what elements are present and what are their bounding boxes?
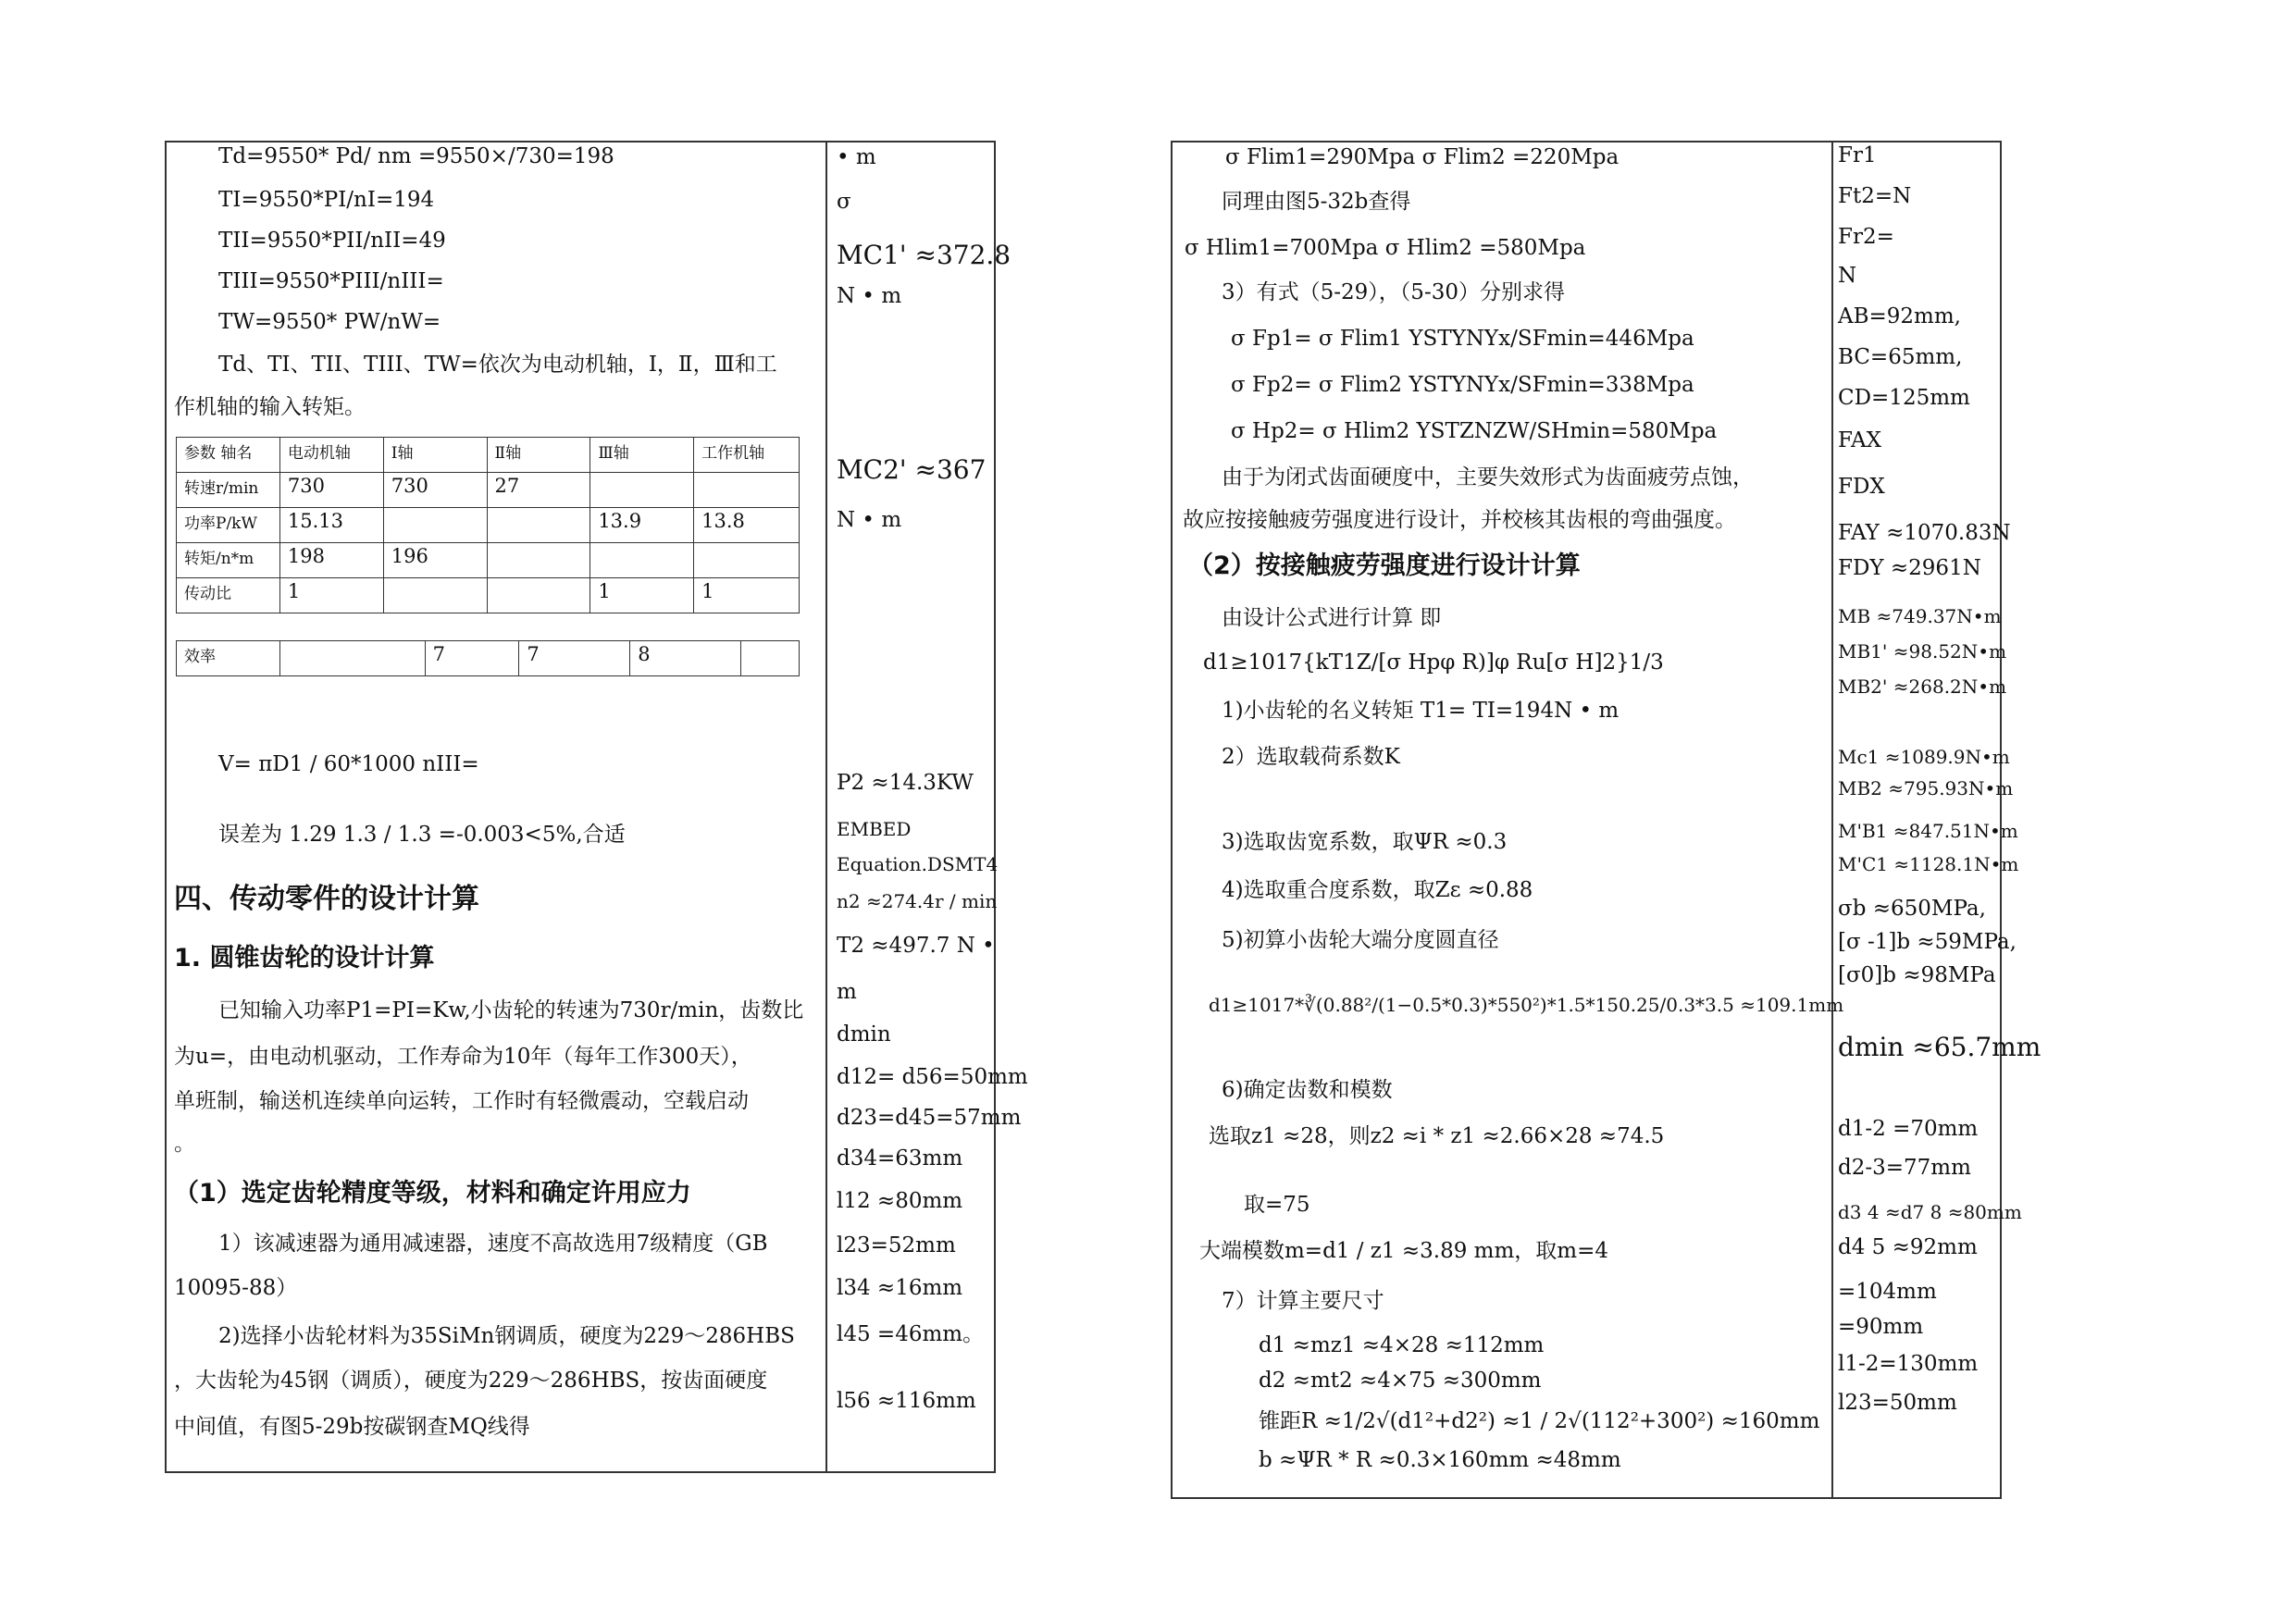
right-line: 取=75 [1244, 1193, 1310, 1217]
subsection-heading: 1. 圆锥齿轮的设计计算 [174, 944, 435, 973]
right-line: 5)初算小齿轮大端分度圆直径 [1222, 928, 1499, 952]
right-line: d1 ≈mz1 ≈4×28 ≈112mm [1259, 1333, 1545, 1357]
table-cell [694, 473, 800, 508]
table-cell [487, 543, 590, 578]
right-line: b ≈ΨR * R ≈0.3×160mm ≈48mm [1259, 1448, 1621, 1472]
table-cell: 8 [630, 641, 741, 676]
table-cell: Ⅲ轴 [590, 438, 694, 473]
table-cell: Ⅱ轴 [487, 438, 590, 473]
table-cell: 13.9 [590, 508, 694, 543]
right-line: d2 ≈mt2 ≈4×75 ≈300mm [1259, 1369, 1542, 1393]
table-cell [487, 578, 590, 613]
left-side-value: d34=63mm [837, 1146, 963, 1171]
right-side-value: d4 5 ≈92mm [1838, 1235, 1978, 1259]
table-cell [694, 543, 800, 578]
table-cell: 电动机轴 [279, 438, 383, 473]
table-row [177, 438, 800, 473]
velocity-formula: V= πD1 / 60*1000 nIII= [218, 752, 479, 776]
right-line: 4)选取重合度系数，取Zε ≈0.88 [1222, 878, 1533, 902]
table-cell: 196 [383, 543, 487, 578]
table-cell: 转速r/min [177, 473, 280, 508]
left-side-value: N • m [837, 284, 902, 308]
right-side-value: [σ0]b ≈98MPa [1838, 963, 1996, 987]
left-line: Td=9550* Pd/ nm =9550×/730=198 [218, 144, 614, 168]
table-cell: 198 [279, 543, 383, 578]
right-side-value: M'B1 ≈847.51N•m [1838, 820, 2018, 842]
left-side-value: MC1' ≈372.8 [837, 240, 1011, 270]
table-cell [383, 508, 487, 543]
right-side-value: Ft2=N [1838, 184, 1912, 208]
table-cell: 7 [519, 641, 630, 676]
right-line: 3）有式（5-29），（5-30）分别求得 [1222, 280, 1565, 304]
right-line: 锥距R ≈1/2√(d1²+d2²) ≈1 / 2√(112²+300²) ≈160mm [1259, 1409, 1820, 1433]
table-cell: 7 [425, 641, 519, 676]
table-cell: 15.13 [279, 508, 383, 543]
right-side-value: MB2' ≈268.2N•m [1838, 675, 2007, 698]
left-line: TI=9550*PI/nI=194 [218, 188, 435, 212]
section-heading: 四、传动零件的设计计算 [174, 883, 479, 915]
table-cell: 27 [487, 473, 590, 508]
left-line: 作机轴的输入转矩。 [174, 395, 366, 419]
left-side-value: N • m [837, 508, 902, 532]
left-side-value: d12= d56=50mm [837, 1065, 1028, 1089]
left-side-value: l56 ≈116mm [837, 1389, 976, 1413]
left-line: 中间值，有图5-29b按碳钢查MQ线得 [174, 1415, 530, 1439]
left-side-value: σ [837, 190, 851, 214]
right-line: σ Hp2= σ Hlim2 YSTZNZW/SHmin=580Mpa [1231, 419, 1718, 443]
left-line: 1）该减速器为通用减速器，速度不高故选用7级精度（GB [218, 1232, 768, 1256]
left-side-value: m [837, 980, 857, 1004]
right-line: 故应按接触疲劳强度进行设计，并校核其齿根的弯曲强度。 [1183, 508, 1736, 532]
left-side-value: l12 ≈80mm [837, 1189, 963, 1213]
right-line: d1≥1017{kT1Z/[σ Hpφ R)]φ Ru[σ H]2}1/3 [1203, 650, 1664, 675]
table-cell: 1 [694, 578, 800, 613]
right-line: 同理由图5-32b查得 [1222, 190, 1411, 214]
right-line: σ Hlim1=700Mpa σ Hlim2 =580Mpa [1185, 236, 1586, 260]
table-row [177, 543, 800, 578]
table-cell [590, 543, 694, 578]
left-line: Td、TI、TII、TIII、TW=依次为电动机轴，Ⅰ，Ⅱ，Ⅲ和工 [218, 353, 777, 377]
left-page-frame [165, 141, 999, 1473]
table-cell [279, 641, 425, 676]
table-cell: 参数 轴名 [177, 438, 280, 473]
left-side-value: n2 ≈274.4r / min [837, 890, 998, 912]
right-line: σ Fp1= σ Flim1 YSTYNYx/SFmin=446Mpa [1231, 327, 1694, 351]
right-side-value: MB1' ≈98.52N•m [1838, 640, 2007, 663]
table-cell: 效率 [177, 641, 280, 676]
left-side-value: MC2' ≈367 [837, 454, 987, 485]
right-side-value: AB=92mm, [1838, 304, 1961, 328]
left-line: 2)选择小齿轮材料为35SiMn钢调质，硬度为229～286HBS [218, 1324, 795, 1348]
table-cell: 1 [590, 578, 694, 613]
table-cell: 730 [383, 473, 487, 508]
table-row [177, 508, 800, 543]
left-side-value: Equation.DSMT4 [837, 853, 999, 875]
right-side-value: CD=125mm [1838, 386, 1970, 410]
left-line: 单班制，输送机连续单向运转，工作时有轻微震动，空载启动 [174, 1089, 749, 1113]
table-cell: 13.8 [694, 508, 800, 543]
right-side-value: FDX [1838, 475, 1885, 499]
table-cell: 传动比 [177, 578, 280, 613]
right-side-value: dmin ≈65.7mm [1838, 1032, 2042, 1062]
diameter-formula: d1≥1017*∛(0.88²/(1−0.5*0.3)*550²)*1.5*150.25/0.3*3.5 ≈109.1mm [1209, 994, 1844, 1016]
right-side-value: BC=65mm, [1838, 345, 1963, 369]
left-line: 。 [174, 1132, 195, 1156]
right-line: 6)确定齿数和模数 [1222, 1078, 1393, 1102]
right-side-value: [σ -1]b ≈59MPa, [1838, 930, 2017, 954]
right-line: 3)选取齿宽系数，取ΨR ≈0.3 [1222, 830, 1508, 854]
right-side-value: Fr2= [1838, 225, 1894, 249]
right-side-value: σb ≈650MPa, [1838, 897, 1986, 921]
right-side-value: l23=50mm [1838, 1391, 1957, 1415]
right-side-value: =90mm [1838, 1315, 1924, 1339]
right-line: σ Flim1=290Mpa σ Flim2 =220Mpa [1225, 145, 1620, 169]
table-cell: 1 [279, 578, 383, 613]
left-line: 为u=，由电动机驱动，工作寿命为10年（每年工作300天）， [174, 1045, 752, 1069]
right-side-value: N [1838, 264, 1857, 288]
subsection-heading: （2）按接触疲劳强度进行设计计算 [1188, 551, 1581, 580]
right-line: 7）计算主要尺寸 [1222, 1289, 1384, 1313]
right-side-value: M'C1 ≈1128.1N•m [1838, 853, 2019, 875]
right-line: 1)小齿轮的名义转矩 T1= TI=194N • m [1222, 699, 1620, 723]
left-side-value: l23=52mm [837, 1233, 956, 1258]
table-row [177, 578, 800, 613]
left-column-divider [825, 142, 827, 1471]
left-side-value: EMBED [837, 818, 912, 840]
right-side-value: FAX [1838, 428, 1881, 452]
table-cell: 730 [279, 473, 383, 508]
table-row [177, 473, 800, 508]
right-side-value: MB ≈749.37N•m [1838, 605, 2002, 627]
left-side-value: d23=d45=57mm [837, 1106, 1022, 1130]
table-cell [383, 578, 487, 613]
left-line: ，大齿轮为45钢（调质），硬度为229～286HBS，按齿面硬度 [174, 1369, 768, 1393]
shaft-parameter-table [176, 437, 800, 613]
right-side-value: FAY ≈1070.83N [1838, 521, 2011, 545]
right-side-value: MB2 ≈795.93N•m [1838, 777, 2014, 799]
right-side-value: d3 4 ≈d7 8 ≈80mm [1838, 1201, 2022, 1223]
right-side-value: d2-3=77mm [1838, 1156, 1971, 1180]
subsection-heading: （1）选定齿轮精度等级，材料和确定许用应力 [174, 1179, 691, 1208]
right-line: 大端模数m=d1 / z1 ≈3.89 mm，取m=4 [1199, 1239, 1608, 1263]
right-line: 2）选取载荷系数K [1222, 745, 1400, 769]
right-line: 选取z1 ≈28，则z2 ≈i * z1 ≈2.66×28 ≈74.5 [1209, 1124, 1665, 1148]
right-line: 由于为闭式齿面硬度中，主要失效形式为齿面疲劳点蚀， [1222, 465, 1754, 489]
left-line: 10095-88） [174, 1276, 298, 1300]
right-line: 由设计公式进行计算 即 [1222, 606, 1442, 630]
table-cell: 功率P/kW [177, 508, 280, 543]
table-cell: 转矩/n*m [177, 543, 280, 578]
table-cell [741, 641, 800, 676]
left-side-value: • m [837, 145, 876, 169]
right-side-value: Mc1 ≈1089.9N•m [1838, 746, 2010, 768]
left-side-value: T2 ≈497.7 N • [837, 934, 995, 958]
right-side-value: FDY ≈2961N [1838, 556, 1981, 580]
left-line: 已知输入功率P1=PⅠ=Kw,小齿轮的转速为730r/min，齿数比 [218, 998, 804, 1022]
right-line: σ Fp2= σ Flim2 YSTYNYx/SFmin=338Mpa [1231, 373, 1694, 397]
right-side-value: d1-2 =70mm [1838, 1117, 1979, 1141]
right-column-divider [1831, 142, 1833, 1497]
error-formula: 误差为 1.29 1.3 / 1.3 =-0.003<5%,合适 [218, 823, 626, 847]
left-side-value: dmin [837, 1022, 891, 1047]
right-side-value: Fr1 [1838, 143, 1877, 167]
table-cell [590, 473, 694, 508]
left-line: TIII=9550*PIII/nIII= [218, 269, 444, 293]
left-side-value: l34 ≈16mm [837, 1276, 963, 1300]
right-side-value: =104mm [1838, 1280, 1937, 1304]
left-side-value: P2 ≈14.3KW [837, 771, 974, 795]
table-cell [487, 508, 590, 543]
left-side-value: l45 =46mm。 [837, 1322, 985, 1346]
efficiency-row-table [176, 640, 800, 676]
table-cell: Ⅰ轴 [383, 438, 487, 473]
right-side-value: l1-2=130mm [1838, 1352, 1979, 1376]
table-row [177, 641, 800, 676]
left-line: TW=9550* PW/nW= [218, 310, 441, 334]
table-cell: 工作机轴 [694, 438, 800, 473]
left-line: TII=9550*PII/nII=49 [218, 229, 446, 253]
